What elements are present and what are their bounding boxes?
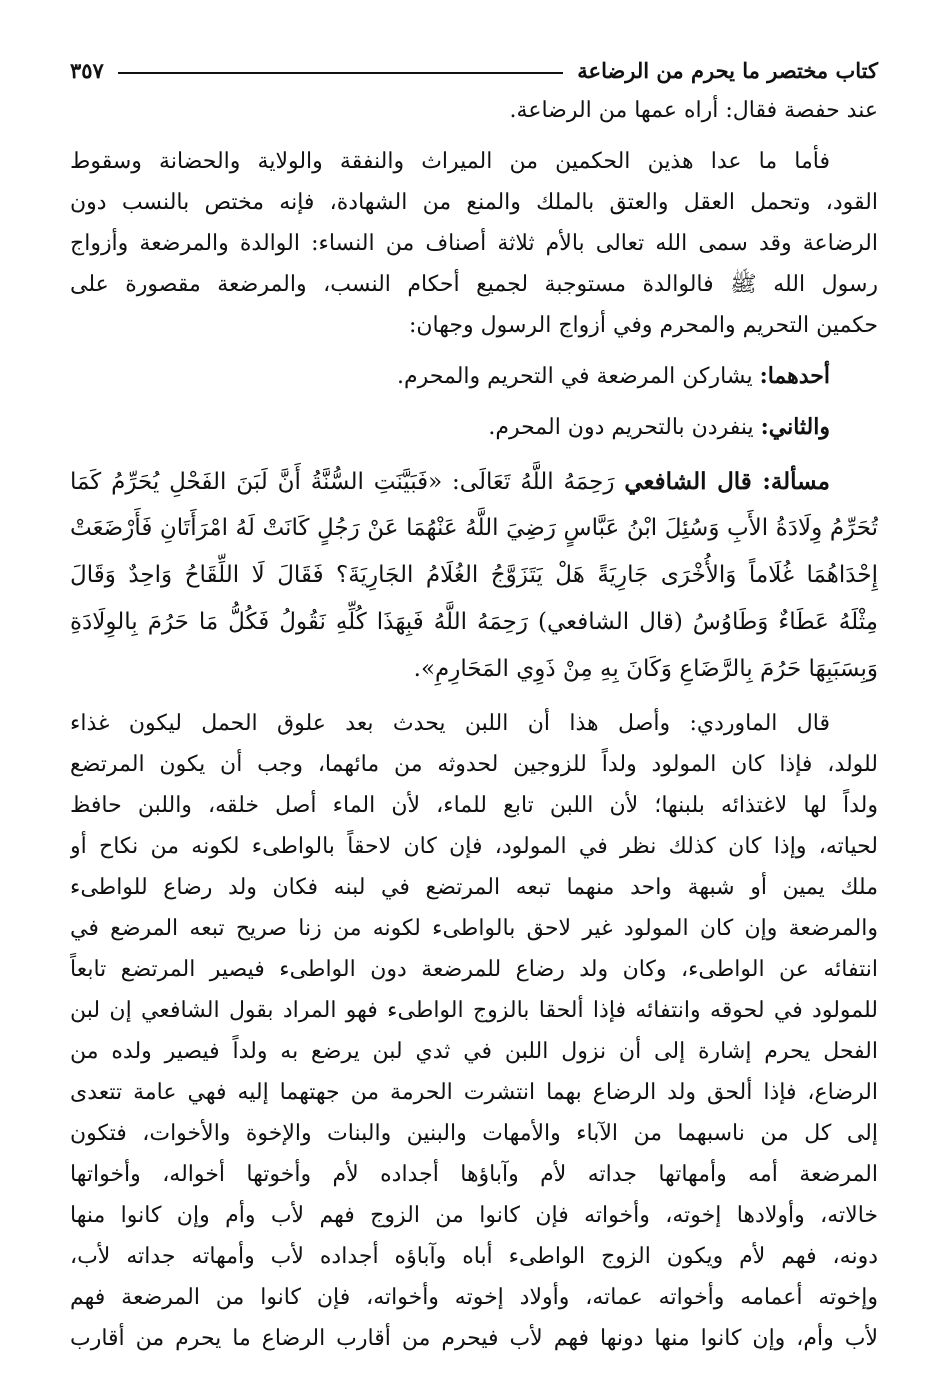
text-line — [70, 599, 878, 646]
text-line — [70, 505, 878, 552]
line-text: والمرضعة وإن كان المولود غير لاحق بالواطىء لكونه من زنا صريح تبعه المرضع في — [70, 916, 878, 941]
line-text: عند حفصة فقال: أراه عمها من الرضاعة. — [509, 98, 878, 123]
line-text: المرضعة أمه وأمهاتها جداته لأم وآباؤها أجداده لأم وأخوتها أخواله، وأخواتها — [70, 1162, 878, 1187]
text-line — [70, 867, 878, 908]
paragraph — [70, 141, 878, 346]
line-lead: أحدهما: — [759, 363, 830, 389]
text-line — [70, 703, 878, 744]
line-text: لأب وأم، وإن كانوا منها دونها فهم لأب فيحرم من أقارب الرضاع ما يحرم من أقارب — [70, 1326, 878, 1351]
line-text: للمولود في لحوقه وانتفائه فإذا ألحقا بالزوج الواطىء فهو المراد بقول الشافعي إن لبن — [70, 998, 878, 1023]
text-line — [70, 1072, 878, 1113]
line-text: إِحْدَاهُمَا غُلَاماً وَالأُخْرَى جَارِيَةً هَلْ يَتَزَوَّجُ الغُلَامُ الجَارِيَةَ؟ فَقَالَ لَا اللِّقَاحُ وَاحِدٌ وَقَالَ — [70, 562, 878, 588]
text-line — [70, 1236, 878, 1277]
line-text: وَبِسَبَبِهَا حَرُمَ بِالرَّضَاعِ وَكَانَ بِهِ مِنْ ذَوِي المَحَارِمِ». — [413, 656, 878, 682]
line-text: ينفردن بالتحريم دون المحرم. — [488, 415, 761, 440]
line-lead: مسألة: قال الشافعي — [624, 468, 831, 495]
line-text: ولداً لها لاغتذائه بلبنها؛ لأن اللبن تابع للماء، لأن الماء أصل خلقه، واللبن حافظ — [70, 793, 878, 818]
line-text: حكمين التحريم والمحرم وفي أزواج الرسول وجهان: — [408, 313, 878, 338]
line-text: الرضاعة وقد سمى الله تعالى بالأم ثلاثة أصناف من النساء: الوالدة والمرضعة وأزواج — [70, 231, 878, 256]
text-line — [70, 1031, 878, 1072]
text-line — [70, 1113, 878, 1154]
text-line — [70, 1277, 878, 1318]
line-text: ملك يمين أو شبهة واحد منهما تبعه المرتضع في لبنه فكان ولد رضاع للواطىء — [70, 875, 878, 900]
text-line — [70, 141, 878, 182]
line-lead: والثاني: — [760, 414, 830, 440]
text-line — [70, 90, 878, 131]
line-text: فأما ما عدا هذين الحكمين من الميراث والنفقة والولاية والحضانة وسقوط — [70, 149, 830, 174]
text-line — [70, 407, 878, 448]
line-text: لحياته، وإذا كان كذلك نظر في المولود، فإن كان لاحقاً بالواطىء لكونه من نكاح أو — [70, 834, 878, 859]
text-line — [70, 356, 878, 397]
text-line — [70, 264, 878, 305]
line-text: دونه، فهم لأم ويكون الزوج الواطىء أباه وآباؤه أجداده لأب وأمهاته جداته لأب، — [70, 1244, 878, 1269]
line-text: يشاركن المرضعة في التحريم والمحرم. — [397, 364, 760, 389]
line-text: وإخوته أعمامه وأخواته عماته، وأولاد إخوته وأخواته، فإن كانوا من المرضعة فهم — [70, 1285, 878, 1310]
line-text: الفحل يحرم إشارة إلى أن نزول اللبن في ثدي لبن يرضع به ولداً فيصير ولده من — [70, 1039, 878, 1064]
page-header — [70, 50, 878, 90]
text-line — [70, 990, 878, 1031]
header-rule — [118, 72, 563, 74]
quoted-passage — [70, 458, 878, 693]
text-line — [70, 785, 878, 826]
text-line — [70, 458, 878, 505]
text-line — [70, 646, 878, 693]
line-text: إلى كل من ناسبهما من الآباء والأمهات والبنين والبنات والإخوة والأخوات، فتكون — [70, 1121, 878, 1146]
line-text: للولد، فإذا كان المولود ولداً للزوجين لحدوثه من مائهما، وجب أن يكون المرتضع — [70, 752, 878, 777]
text-line — [70, 1318, 878, 1359]
line-text: رَحِمَهُ اللَّهُ تَعَالَى: «فَبَيَّنَتِ السُّنَّةُ أَنَّ لَبَنَ الفَحْلِ يُحَرِّمُ كَمَا — [70, 469, 625, 495]
text-line — [70, 1195, 878, 1236]
text-line — [70, 182, 878, 223]
text-line — [70, 1154, 878, 1195]
line-text: الرضاع، فإذا ألحق ولد الرضاع بهما انتشرت الحرمة من جهتهما إليه فهي عامة تتعدى — [70, 1080, 878, 1105]
text-line — [70, 305, 878, 346]
running-title: كتاب مختصر ما يحرم من الرضاعة — [577, 57, 878, 83]
line-text: قال الماوردي: وأصل هذا أن اللبن يحدث بعد علوق الحمل ليكون غذاء — [70, 711, 830, 736]
line-text: خالاته، وأولادها إخوته، وأخواته فإن كانوا من الزوج فهم لأب وأم وإن كانوا منها — [70, 1203, 878, 1228]
paragraph — [70, 90, 878, 131]
book-page — [70, 50, 878, 1359]
text-line — [70, 223, 878, 264]
line-text: مِثْلَهُ عَطَاءٌ وَطَاوُسُ (قال الشافعي) رَحِمَهُ اللَّهُ فَبِهَذَا كُلِّهِ نَقُولُ فَكُلُّ مَا حَرُمَ بِالوِلَادَةِ — [70, 609, 878, 635]
line-text: رسول الله ﷺ فالوالدة مستوجبة لجميع أحكام النسب، والمرضعة مقصورة على — [70, 272, 878, 297]
paragraph — [70, 407, 878, 448]
body-text — [70, 90, 878, 1359]
paragraph — [70, 356, 878, 397]
line-text: تُحَرِّمُ وِلَادَةُ الأَبِ وَسُئِلَ ابْنُ عَبَّاسٍ رَضِيَ اللَّهُ عَنْهُمَا عَنْ رَجُلٍ كَانَتْ لَهُ امْرَأَتَانِ فَأَرْضَعَتْ — [70, 515, 878, 541]
text-line — [70, 826, 878, 867]
text-line — [70, 949, 878, 990]
text-line — [70, 908, 878, 949]
text-line — [70, 744, 878, 785]
line-text: انتفائه عن الواطىء، وكان ولد رضاع للمرضعة دون الواطىء فيصير المرتضع تابعاً — [70, 957, 878, 982]
text-line — [70, 552, 878, 599]
line-text: القود، وتحمل العقل والعتق بالملك والمنع من الشهادة، فإنه مختص بالنسب دون — [70, 190, 878, 215]
page-number: ٣٥٧ — [70, 57, 104, 83]
paragraph — [70, 703, 878, 1359]
